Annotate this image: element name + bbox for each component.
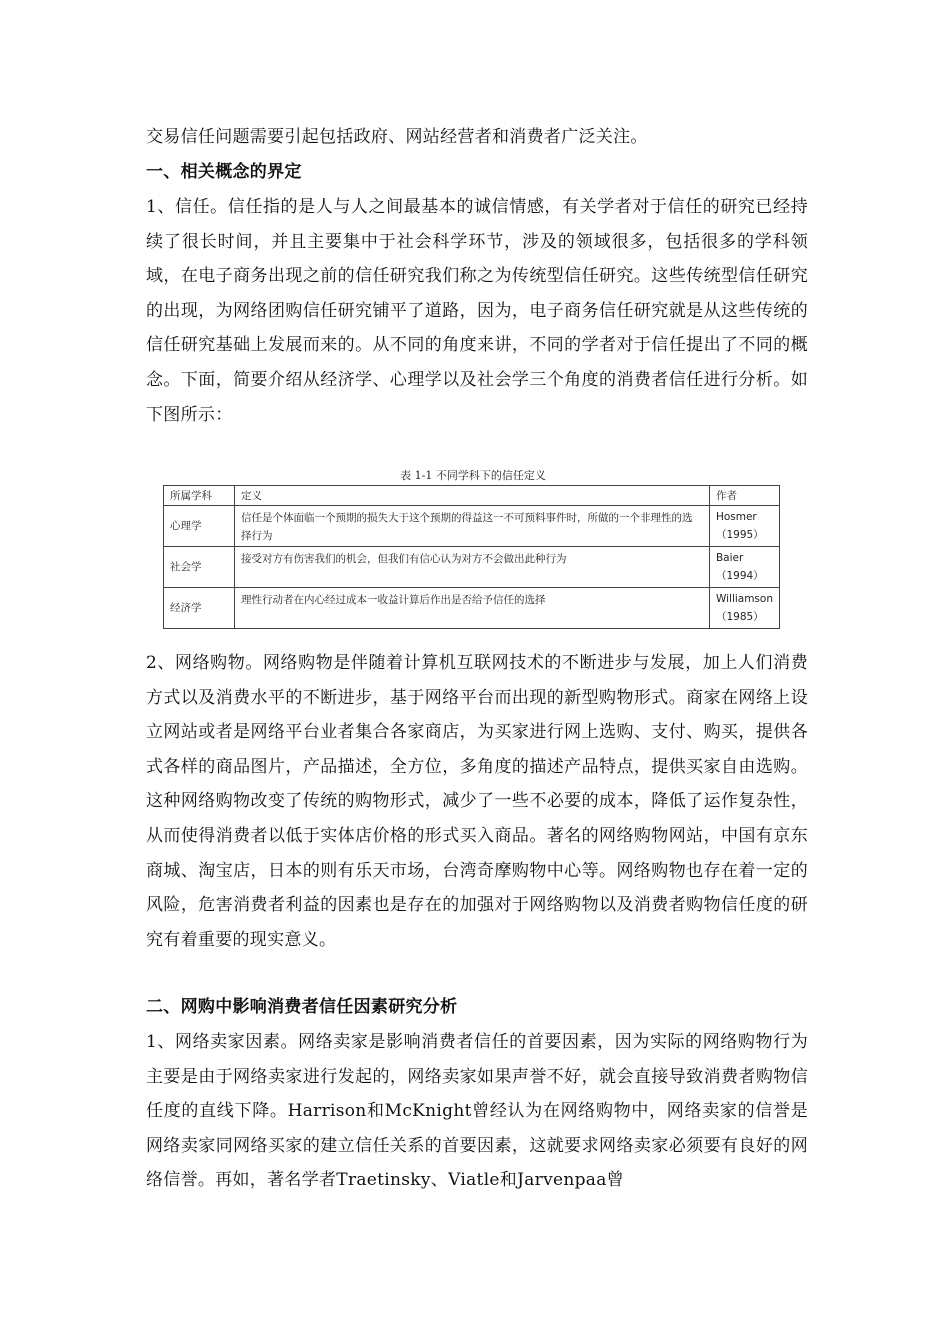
cell-discipline: 心理学 (164, 506, 235, 547)
section-heading-2: 二、网购中影响消费者信任因素研究分析 (146, 997, 458, 1017)
table-row (164, 588, 780, 629)
section-heading-1: 一、相关概念的界定 (146, 162, 302, 182)
trust-definition-table-block (163, 467, 783, 629)
header-definition: 定义 (235, 486, 710, 506)
cell-definition: 接受对方有伤害我们的机会，但我们有信心认为对方不会做出此种行为 (235, 547, 710, 588)
cell-author: Hosmer（1995） (709, 506, 779, 547)
cell-discipline: 社会学 (164, 547, 235, 588)
table-caption: 表 1-1 不同学科下的信任定义 (400, 469, 546, 482)
trust-definition-table (163, 485, 780, 629)
paragraph-trust: 1、信任。信任指的是人与人之间最基本的诚信情感，有关学者对于信任的研究已经持续了很长时间，并且主要集中于社会科学环节，涉及的领域很多，包括很多的学科领域，在电子商务出现之前的信任研究我们称之为传统型信任研究。这些传统型信任研究的出现，为网络团购信任研究铺平了道路，因为，电子商务信任研究就是从这些传统的信任研究基础上发展而来的。从不同的角度来讲，不同的学者对于信任提出了不同的概念。下面，简要介绍从经济学、心理学以及社会学三个角度的消费者信任进行分析。如下图所示： (146, 197, 808, 425)
table-header-row (164, 486, 780, 506)
cell-author: Baier（1994） (709, 547, 779, 588)
cell-discipline: 经济学 (164, 588, 235, 629)
cell-definition: 信任是个体面临一个预期的损失大于这个预期的得益这一不可预料事件时，所做的一个非理性的选择行为 (235, 506, 710, 547)
header-author: 作者 (709, 486, 779, 506)
table-row (164, 506, 780, 547)
header-discipline: 所属学科 (164, 486, 235, 506)
paragraph-seller-factor: 1、网络卖家因素。网络卖家是影响消费者信任的首要因素，因为实际的网络购物行为主要是由于网络卖家进行发起的，网络卖家如果声誉不好，就会直接导致消费者购物信任度的直线下降。Harrison和McKnight曾经认为在网络购物中，网络卖家的信誉是网络卖家同网络买家的建立信任关系的首要因素，这就要求网络卖家必须要有良好的网络信誉。再如，著名学者Traetinsky、Viatle和Jarvenpaa曾 (146, 1032, 808, 1191)
table-row (164, 547, 780, 588)
cell-definition: 理性行动者在内心经过成本一收益计算后作出是否给予信任的选择 (235, 588, 710, 629)
cell-author: Williamson（1985） (709, 588, 779, 629)
paragraph-online-shopping: 2、网络购物。网络购物是伴随着计算机互联网技术的不断进步与发展，加上人们消费方式以及消费水平的不断进步，基于网络平台而出现的新型购物形式。商家在网络上设立网站或者是网络平台业者集合各家商店，为买家进行网上选购、支付、购买，提供各式各样的商品图片，产品描述，全方位，多角度的描述产品特点，提供买家自由选购。这种网络购物改变了传统的购物形式，减少了一些不必要的成本，降低了运作复杂性，从而使得消费者以低于实体店价格的形式买入商品。著名的网络购物网站，中国有京东商城、淘宝店，日本的则有乐天市场，台湾奇摩购物中心等。网络购物也存在着一定的风险，危害消费者利益的因素也是存在的加强对于网络购物以及消费者购物信任度的研究有着重要的现实意义。 (146, 653, 808, 950)
intro-paragraph: 交易信任问题需要引起包括政府、网站经营者和消费者广泛关注。 (146, 127, 648, 147)
